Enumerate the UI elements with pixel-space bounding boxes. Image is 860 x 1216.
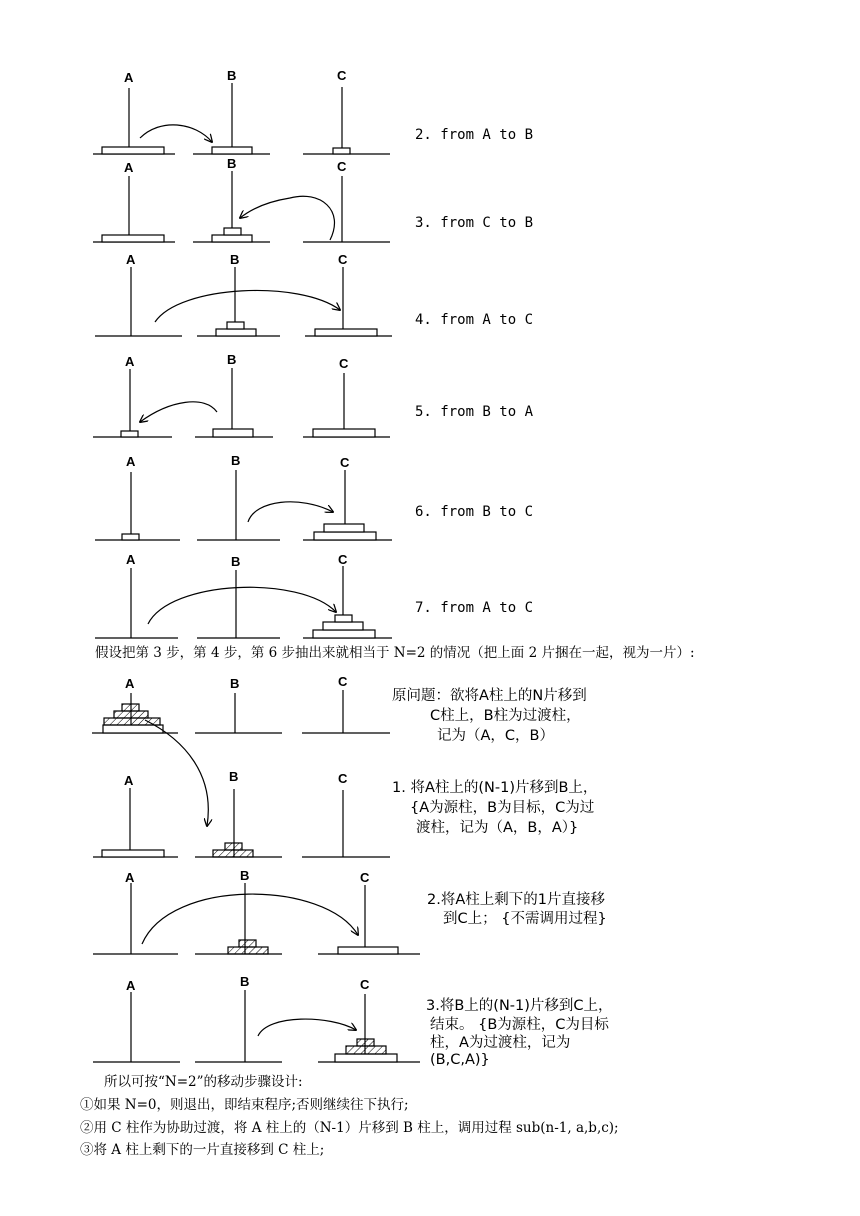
peg-label-c: C [339,356,349,371]
step-label: 7. from A to C [415,600,534,616]
peg-label-b: B [229,769,239,784]
conclusion-item-3: ③将 A 柱上剩下的一片直接移到 C 柱上; [80,1142,325,1158]
peg-label-c: C [340,455,350,470]
conclusion-intro: 所以可按“N=2”的移动步骤设计: [104,1074,303,1090]
note-step-3: 柱，A为过渡柱，记为 [430,1035,571,1051]
row-n2-step-2 [93,883,420,954]
row-step-3 [93,171,390,242]
peg-label-b: B [227,68,237,83]
note-step-1: 渡柱，记为（A，B，A）} [416,820,579,836]
note-step-3: 结束。 {B为源柱，C为目标 [430,1017,609,1033]
peg-label-b: B [240,868,250,883]
note-original: 原问题：欲将A柱上的N片移到 [392,688,587,704]
note-step-3: 3.将B上的(N-1)片移到C上， [426,998,613,1014]
peg-label-a: A [126,454,136,469]
note-original: C柱上，B柱为过渡柱， [430,708,581,724]
peg-label-a: A [125,676,135,691]
peg-label-a: A [124,160,134,175]
note-step-2: 2.将A柱上剩下的1片直接移 [427,892,605,908]
peg-label-b: B [227,352,237,367]
peg-label-b: B [230,252,240,267]
conclusion-item-1: ①如果 N=0，则退出，即结束程序;否则继续往下执行; [80,1097,409,1113]
row-step-6 [95,470,392,540]
note-step-1: 1. 将A柱上的(N-1)片移到B上， [392,780,598,796]
row-step-4 [95,267,392,336]
row-step-5 [93,368,390,437]
peg-label-c: C [360,870,370,885]
peg-label-a: A [126,552,136,567]
peg-label-c: C [338,552,348,567]
peg-label-c: C [338,674,348,689]
note-original: 记为（A，C，B） [437,728,554,744]
peg-label-c: C [337,159,347,174]
peg-label-a: A [126,978,136,993]
conclusion-item-2: ②用 C 柱作为协助过渡，将 A 柱上的（N-1）片移到 B 柱上，调用过程 sub(n-1, a,b,c); [80,1120,619,1136]
row-step-2 [93,83,390,154]
peg-label-c: C [338,252,348,267]
step-label: 3. from C to B [415,215,534,231]
note-step-3: (B,C,A)} [430,1052,490,1068]
row-n2-step-3 [93,990,420,1062]
step-label: 4. from A to C [415,312,534,328]
intro-text: 假设把第 3 步，第 4 步，第 6 步抽出来就相当于 N=2 的情况（把上面 2 片捆在一起，视为一片）: [95,645,695,661]
step-label: 6. from B to C [415,504,534,520]
row-original-problem [92,690,390,826]
peg-label-a: A [124,70,134,85]
step-label: 2. from A to B [415,127,534,143]
peg-label-c: C [338,771,348,786]
note-step-1: {A为源柱，B为目标，C为过 [410,800,595,816]
peg-label-b: B [231,453,241,468]
note-step-2: 到C上； {不需调用过程} [443,911,607,927]
peg-label-b: B [240,974,250,989]
row-n2-step-1 [93,788,390,857]
peg-label-b: B [227,156,237,171]
peg-label-b: B [230,676,240,691]
peg-label-b: B [231,554,241,569]
peg-label-a: A [126,252,136,267]
peg-label-c: C [337,68,347,83]
peg-label-a: A [124,773,134,788]
peg-label-a: A [125,354,135,369]
step-label: 5. from B to A [415,404,534,420]
peg-label-c: C [360,977,370,992]
peg-label-a: A [125,870,135,885]
row-step-7 [95,566,392,638]
